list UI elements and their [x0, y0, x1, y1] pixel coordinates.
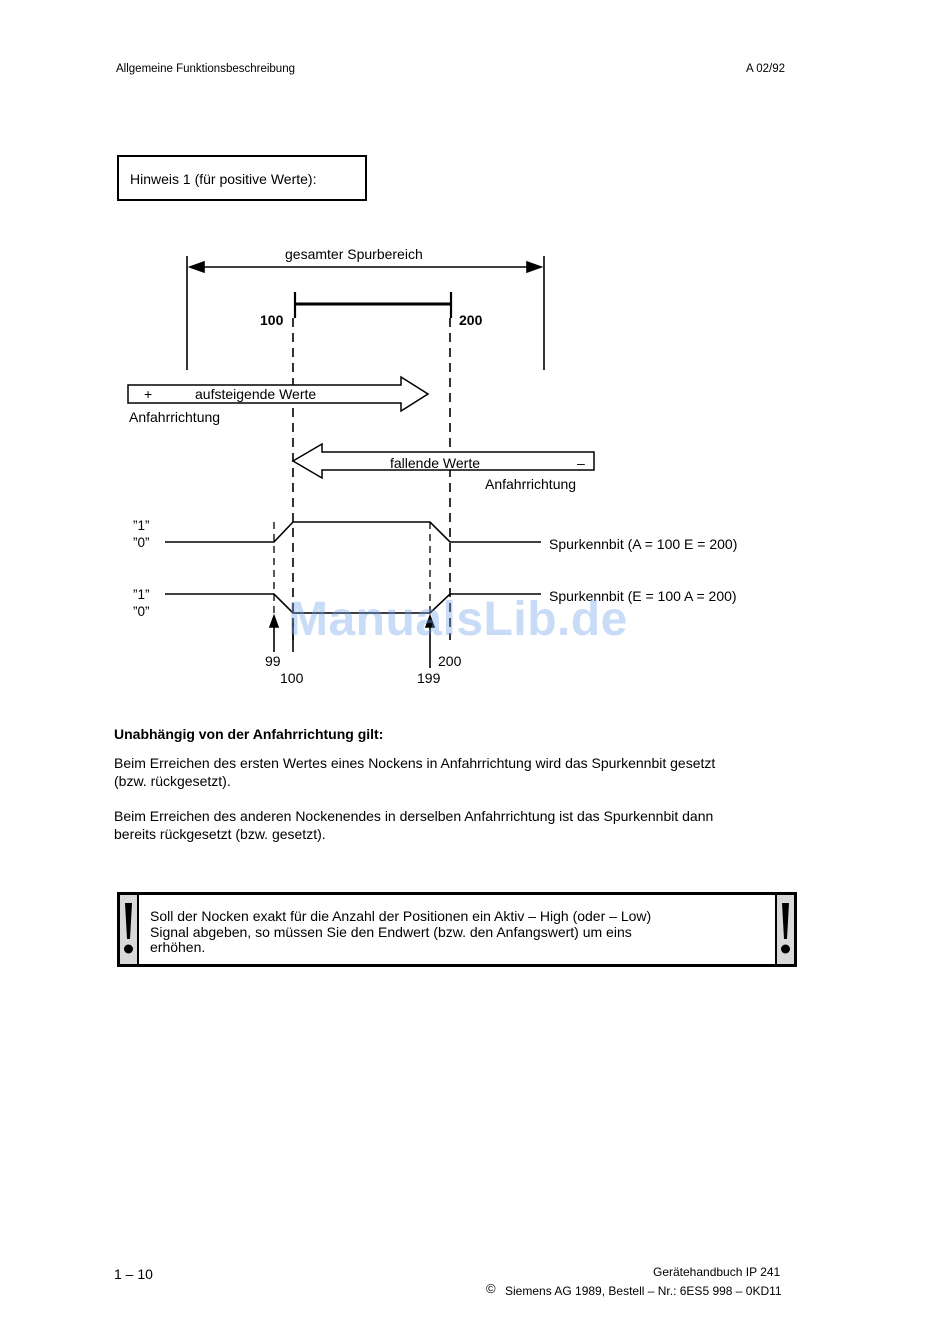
range-arrow-left-head [190, 262, 204, 272]
warning-text [150, 909, 750, 956]
section-heading: Unabhängig von der Anfahrrichtung gilt: [114, 726, 384, 742]
warning-box [117, 892, 797, 967]
descending-label: fallende Werte [390, 455, 481, 471]
descending-sign: – [577, 455, 585, 471]
page-number: 1 – 10 [114, 1266, 153, 1282]
paragraph-2-line-1: Beim Erreichen des anderen Nockenendes in derselben Anfahrrichtung ist das Spurkennbit dann [114, 808, 714, 824]
signal1-high-label: ”1” [133, 518, 150, 533]
warning-line-1: Soll der Nocken exakt für die Anzahl der Positionen ein Aktiv – High (oder – Low) [150, 908, 652, 924]
signal1-waveform [165, 522, 541, 542]
manual-title: Gerätehandbuch IP 241 [653, 1265, 781, 1279]
cam-start-label: 100 [260, 312, 284, 328]
watermark: ManualsLib.de [288, 593, 628, 646]
signal2-label: Spurkennbit (E = 100 A = 200) [549, 588, 737, 604]
signal2-high-label: ”1” [133, 587, 150, 602]
warning-side-left [120, 895, 139, 964]
exclamation-icon [779, 901, 792, 957]
signal2-low-label: ”0” [133, 604, 150, 619]
ascending-label: aufsteigende Werte [195, 386, 317, 402]
warning-side-right [775, 895, 794, 964]
ascending-sign: + [144, 386, 153, 402]
copyright-symbol: © [486, 1281, 496, 1296]
marker-99: 99 [265, 653, 281, 669]
note-box-label: Hinweis 1 (für positive Werte): [130, 171, 317, 187]
paragraph-2-line-2: bereits rückgesetzt (bzw. gesetzt). [114, 826, 326, 842]
exclamation-icon [122, 901, 135, 957]
descending-direction: Anfahrrichtung [485, 476, 577, 492]
header-title: Allgemeine Funktionsbeschreibung [116, 63, 295, 75]
copyright-text: Siemens AG 1989, Bestell – Nr.: 6ES5 998 – 0KD11 [505, 1284, 782, 1298]
warning-line-3: erhöhen. [150, 939, 206, 955]
warning-line-2: Signal abgeben, so müssen Sie den Endwert (bzw. den Anfangswert) um eins [150, 923, 632, 940]
marker-100: 100 [280, 670, 304, 686]
signal1-low-label: ”0” [133, 535, 150, 550]
cam-end-label: 200 [459, 312, 483, 328]
header-revision: A 02/92 [746, 63, 786, 75]
paragraph-1-line-1: Beim Erreichen des ersten Wertes eines Nockens in Anfahrrichtung wird das Spurkennbit gesetzt [114, 755, 716, 771]
ascending-direction: Anfahrrichtung [129, 409, 221, 425]
range-arrow-right-head [527, 262, 541, 272]
signal1-label: Spurkennbit (A = 100 E = 200) [549, 536, 738, 552]
marker-200: 200 [438, 653, 462, 669]
marker-199: 199 [417, 670, 441, 686]
range-label: gesamter Spurbereich [285, 246, 423, 262]
paragraph-1-line-2: (bzw. rückgesetzt). [114, 773, 231, 789]
